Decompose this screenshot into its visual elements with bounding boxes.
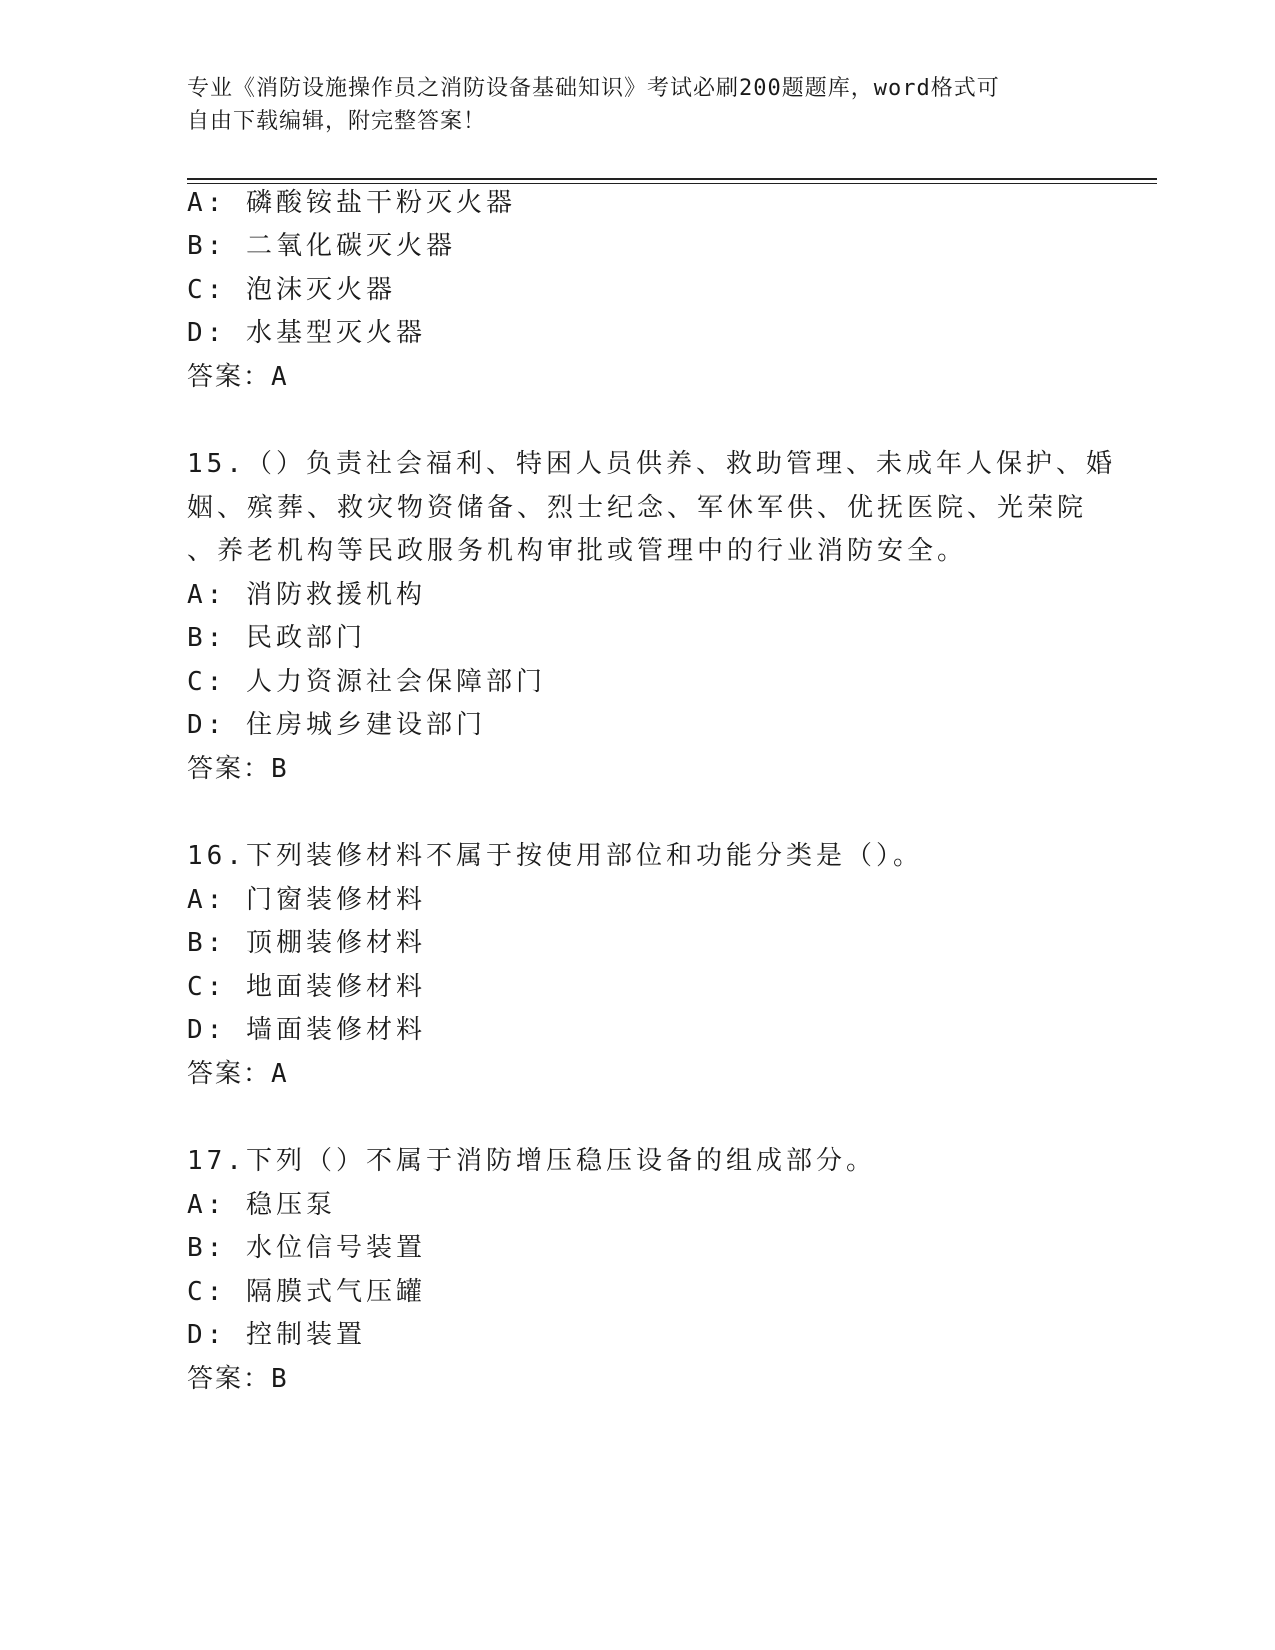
q17-option-a: A: 稳压泵 — [187, 1190, 336, 1220]
q17-option-c: C: 隔膜式气压罐 — [187, 1277, 426, 1307]
header-line-1: 专业《消防设施操作员之消防设备基础知识》考试必刷200题题库，word格式可 — [187, 76, 1000, 101]
q15-option-c: C: 人力资源社会保障部门 — [187, 667, 546, 697]
q17-answer: 答案：B — [187, 1364, 289, 1394]
document-header — [187, 72, 1067, 138]
q14-option-d: D: 水基型灭火器 — [187, 318, 426, 348]
q14-option-a: A: 磷酸铵盐干粉灭火器 — [187, 188, 516, 218]
q15-text-line-1: 15.（）负责社会福利、特困人员供养、救助管理、未成年人保护、婚 — [187, 449, 1116, 479]
header-line-2: 自由下载编辑，附完整答案！ — [187, 109, 487, 134]
q14-option-b: B: 二氧化碳灭火器 — [187, 231, 456, 261]
q17-option-b: B: 水位信号装置 — [187, 1233, 426, 1263]
q15-answer: 答案：B — [187, 754, 289, 784]
q16-answer: 答案：A — [187, 1059, 289, 1089]
q15-text-line-2: 姻、殡葬、救灾物资储备、烈士纪念、军休军供、优抚医院、光荣院 — [187, 493, 1088, 523]
q15-option-b: B: 民政部门 — [187, 623, 366, 653]
q17-option-d: D: 控制装置 — [187, 1320, 366, 1350]
q16-text-line-1: 16.下列装修材料不属于按使用部位和功能分类是（）。 — [187, 841, 923, 871]
q16-option-c: C: 地面装修材料 — [187, 972, 426, 1002]
q14-answer: 答案：A — [187, 362, 289, 392]
q15-text-line-3: 、养老机构等民政服务机构审批或管理中的行业消防安全。 — [187, 536, 968, 566]
q14-option-c: C: 泡沫灭火器 — [187, 275, 396, 305]
q17-text-line-1: 17.下列（）不属于消防增压稳压设备的组成部分。 — [187, 1146, 876, 1176]
q15-option-d: D: 住房城乡建设部门 — [187, 710, 486, 740]
q15-option-a: A: 消防救援机构 — [187, 580, 426, 610]
q16-option-d: D: 墙面装修材料 — [187, 1015, 426, 1045]
q16-option-b: B: 顶棚装修材料 — [187, 928, 426, 958]
q16-option-a: A: 门窗装修材料 — [187, 885, 426, 915]
